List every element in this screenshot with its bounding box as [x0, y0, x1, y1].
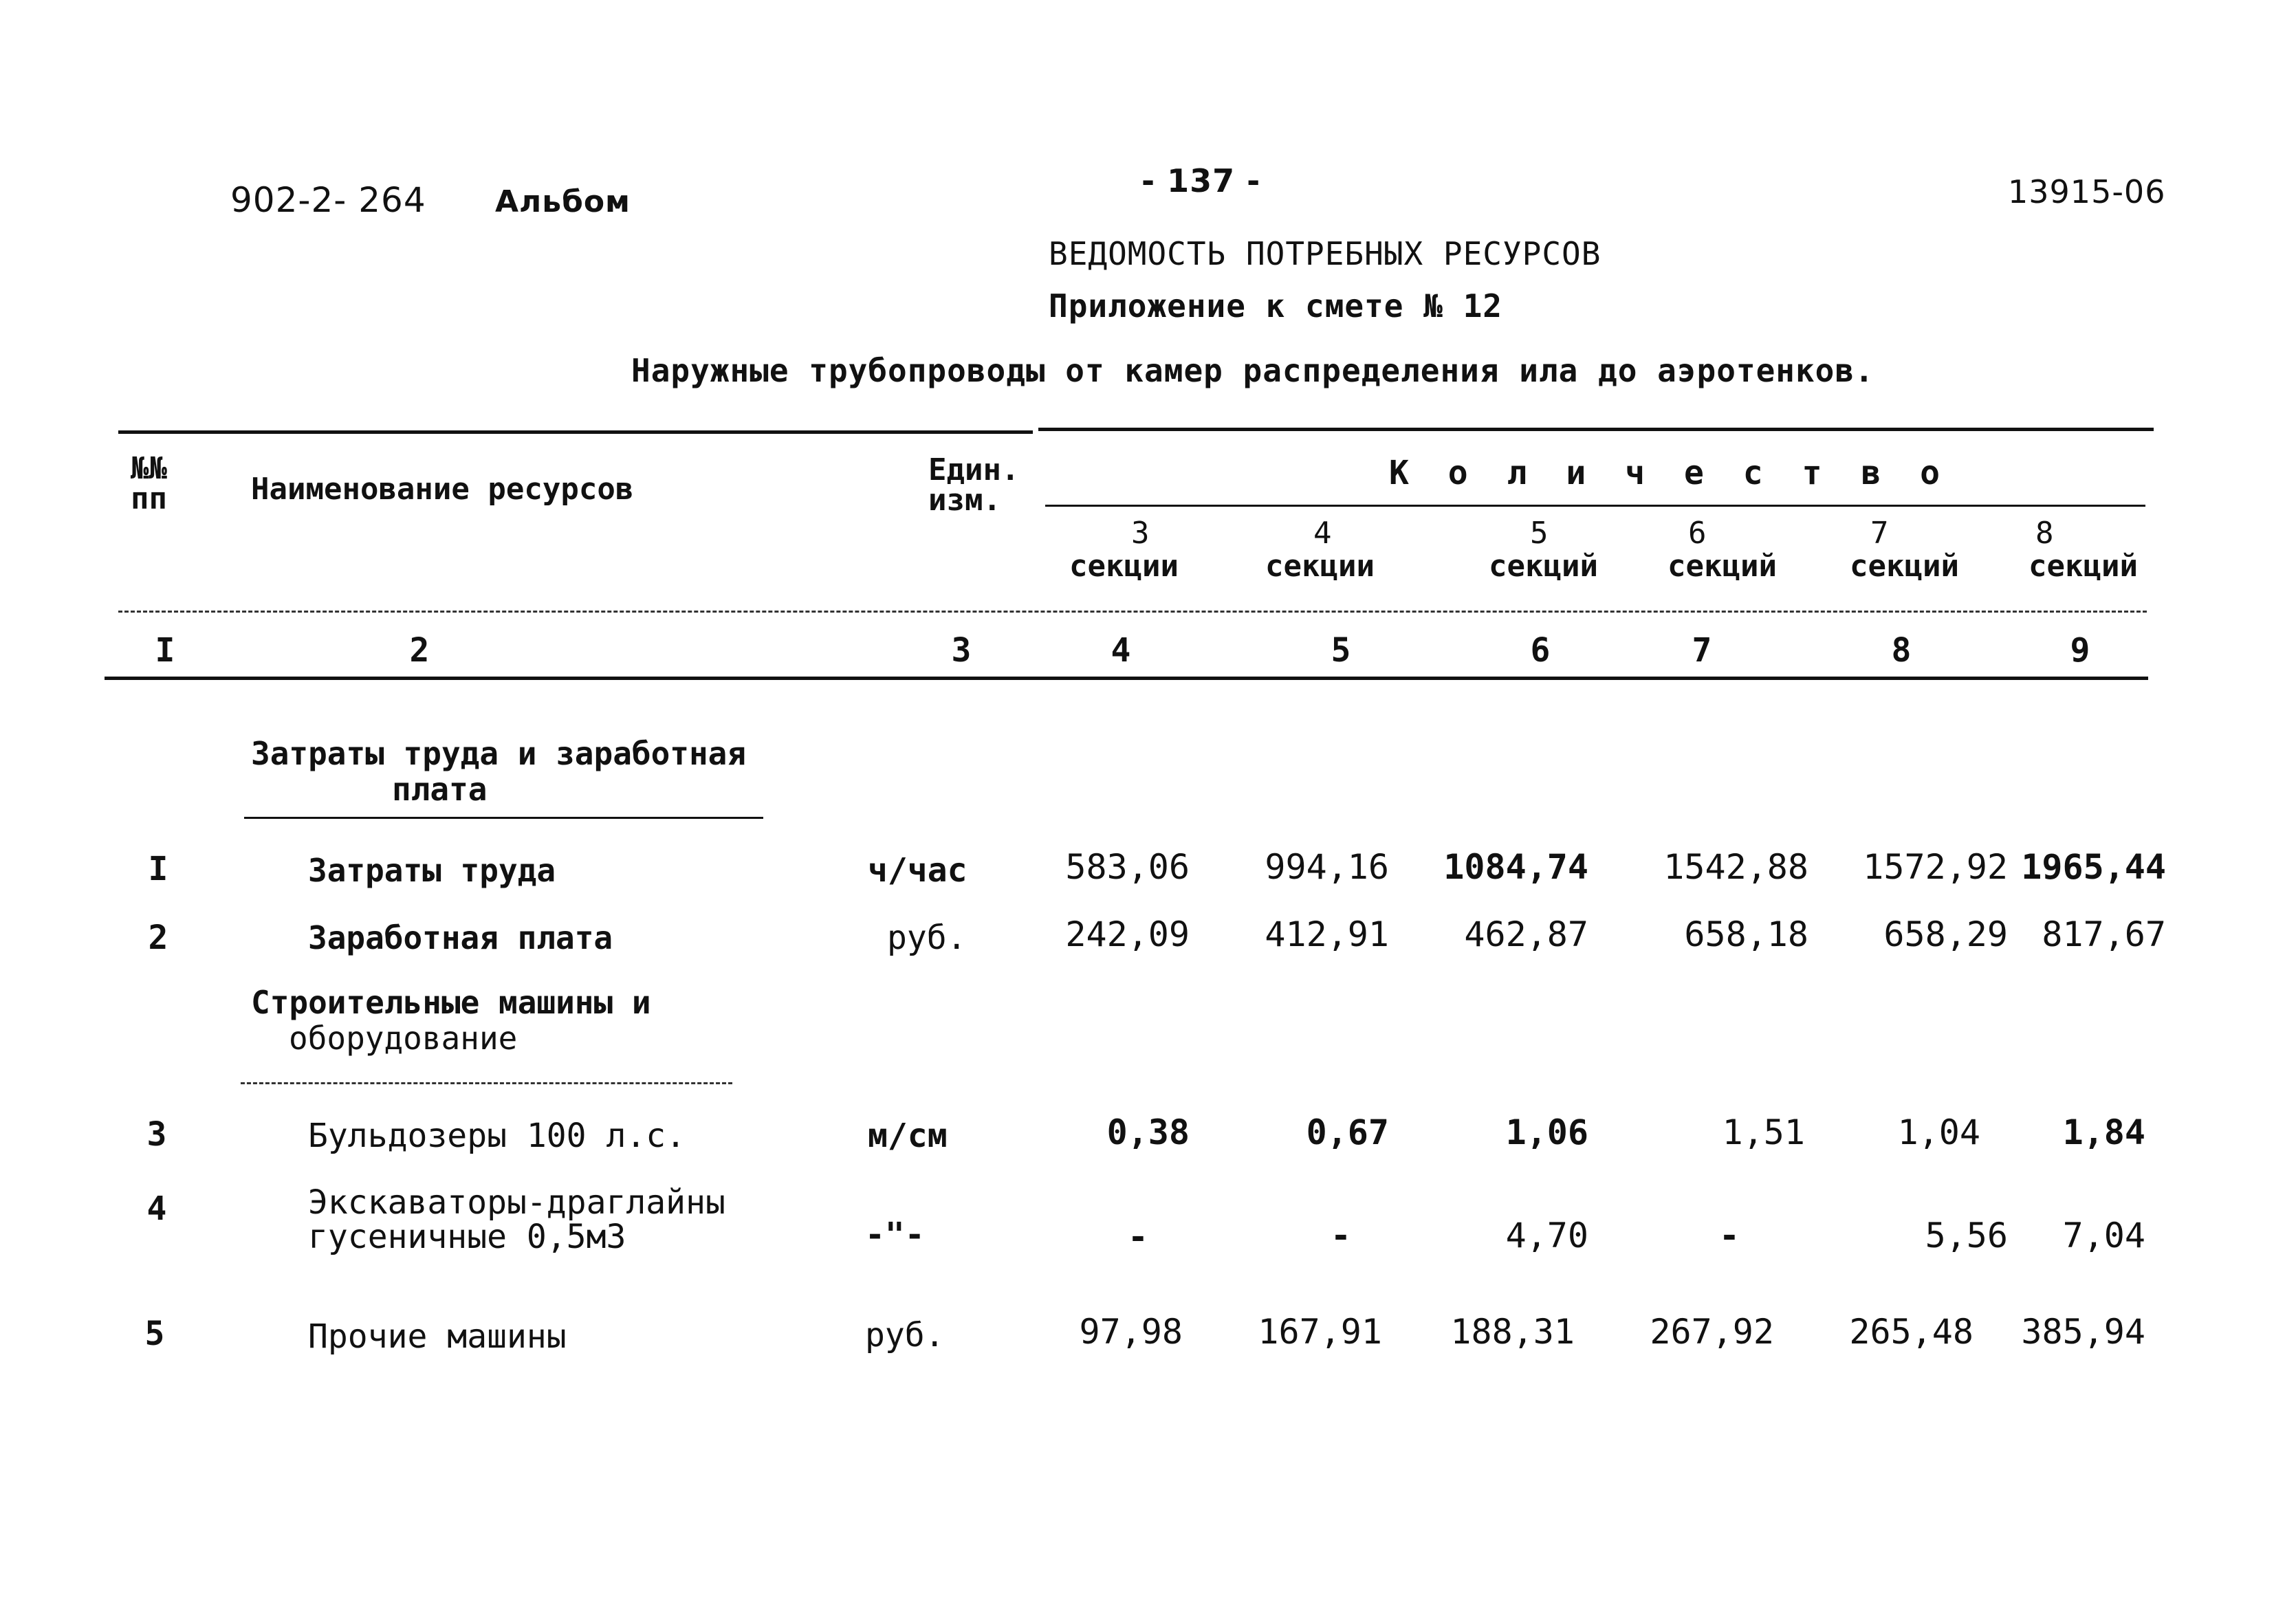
group-title — [251, 985, 651, 1056]
column-header-rule — [118, 611, 2147, 613]
section-label: секции — [1265, 549, 1375, 584]
column-number: 9 — [2070, 631, 2090, 670]
value-cell: 1542,88 — [1663, 847, 1808, 887]
value-cell: - — [1127, 1217, 1148, 1257]
group-title-line2: оборудование — [289, 1020, 518, 1057]
column-number: 5 — [1331, 631, 1351, 670]
appendix-label: Приложение к смете № 12 — [1049, 287, 1502, 325]
group-underline — [241, 1082, 732, 1084]
header-num — [131, 451, 167, 516]
section-count: 7 — [1870, 516, 1889, 551]
header-name: Наименование ресурсов — [251, 472, 634, 507]
unit: руб. — [887, 919, 967, 957]
value-cell: 385,94 — [2021, 1312, 2145, 1352]
value-cell: 994,16 — [1265, 847, 1389, 887]
quantity-subrule — [1045, 505, 2145, 507]
value-cell: 188,31 — [1450, 1312, 1575, 1352]
section-header — [1850, 517, 1959, 583]
section-label: секции — [1069, 549, 1179, 584]
row-number: 5 — [144, 1315, 165, 1353]
column-number: 7 — [1692, 631, 1712, 670]
resource-name: Заработная плата — [308, 919, 613, 956]
row-number: I — [148, 850, 168, 888]
resource-name-line1: Экскаваторы-драглайны — [308, 1183, 725, 1222]
header-rule-right — [1038, 428, 2154, 431]
column-number: I — [155, 631, 175, 670]
section-label: секций — [1489, 549, 1598, 584]
table-caption: Наружные трубопроводы от камер распределения ила до аэротенков. — [631, 352, 1874, 389]
header-num-line2: пп — [131, 481, 167, 516]
value-cell: 267,92 — [1650, 1312, 1774, 1352]
value-cell: 5,56 — [1925, 1216, 2008, 1255]
header-rule-left — [118, 430, 1033, 434]
group-title-line1: Строительные машины и — [251, 984, 651, 1021]
group-title-line1: Затраты труда и заработная — [251, 735, 747, 772]
unit: ч/час — [868, 851, 967, 890]
value-cell: 0,67 — [1306, 1112, 1389, 1152]
header-num-line1: №№ — [131, 451, 167, 486]
value-cell: 265,48 — [1849, 1312, 1974, 1352]
value-cell: 7,04 — [2062, 1216, 2145, 1255]
value-cell: 1,04 — [1897, 1112, 1980, 1152]
unit: -"- — [865, 1216, 925, 1254]
section-count: 8 — [2035, 516, 2054, 551]
section-count: 3 — [1131, 516, 1150, 551]
resource-name: Бульдозеры 100 л.с. — [308, 1117, 686, 1155]
section-header — [1069, 517, 1179, 583]
document-code: 902-2- 264 — [230, 180, 426, 220]
column-number: 6 — [1530, 631, 1551, 670]
row-number: 2 — [148, 919, 168, 957]
value-cell: 97,98 — [1079, 1312, 1183, 1352]
section-count: 4 — [1313, 516, 1332, 551]
value-cell: 583,06 — [1065, 847, 1190, 887]
column-number: 8 — [1891, 631, 1912, 670]
header-unit-line2: изм. — [928, 483, 1001, 518]
value-cell: 658,29 — [1883, 914, 2008, 954]
header-unit — [928, 452, 1020, 518]
value-cell: 1084,74 — [1443, 847, 1588, 887]
document-title: ВЕДОМОСТЬ ПОТРЕБНЫХ РЕСУРСОВ — [1049, 235, 1601, 272]
value-cell: 4,70 — [1505, 1216, 1588, 1255]
column-number: 4 — [1111, 631, 1131, 670]
value-cell: - — [1718, 1216, 1740, 1255]
resource-name: Затраты труда — [308, 852, 556, 889]
value-cell: 412,91 — [1265, 914, 1389, 954]
inventory-number: 13915-06 — [2008, 173, 2166, 210]
group-underline — [244, 817, 763, 819]
value-cell: - — [1330, 1216, 1351, 1255]
value-cell: 167,91 — [1258, 1312, 1382, 1352]
album-label: Альбом — [495, 184, 631, 219]
section-label: секций — [1668, 549, 1777, 584]
section-header — [1265, 517, 1375, 583]
section-header — [1489, 517, 1598, 583]
resource-name: Прочие машины — [308, 1317, 567, 1356]
unit: м/см — [868, 1117, 948, 1155]
unit: руб. — [865, 1316, 945, 1354]
section-count: 5 — [1530, 516, 1549, 551]
column-number: 2 — [409, 631, 430, 670]
value-cell: 1572,92 — [1863, 847, 2008, 887]
value-cell: 1,84 — [2062, 1112, 2145, 1152]
value-cell: 242,09 — [1065, 914, 1190, 954]
value-cell: 1965,44 — [2021, 847, 2166, 887]
section-label: секций — [2029, 549, 2138, 584]
resource-name-line2: гусеничные 0,5м3 — [308, 1218, 626, 1256]
value-cell: 1,51 — [1722, 1112, 1805, 1152]
value-cell: 0,38 — [1106, 1112, 1190, 1152]
value-cell: 462,87 — [1464, 914, 1588, 954]
section-header — [2029, 517, 2138, 583]
section-header — [1668, 517, 1777, 583]
section-label: секций — [1850, 549, 1959, 584]
value-cell: 658,18 — [1684, 914, 1808, 954]
page-number: - 137 - — [1141, 162, 1261, 199]
value-cell: 1,06 — [1505, 1112, 1588, 1152]
column-number: 3 — [951, 631, 972, 670]
header-unit-line1: Един. — [928, 452, 1020, 487]
group-title-line2: плата — [392, 771, 488, 808]
row-number: 3 — [146, 1115, 167, 1154]
resource-name — [308, 1185, 725, 1254]
value-cell: 817,67 — [2042, 914, 2166, 954]
section-count: 6 — [1688, 516, 1707, 551]
header-quantity: К о л и ч е с т в о — [1389, 454, 1950, 492]
row-number: 4 — [146, 1189, 167, 1228]
group-title — [251, 736, 746, 807]
column-number-rule — [105, 677, 2148, 680]
